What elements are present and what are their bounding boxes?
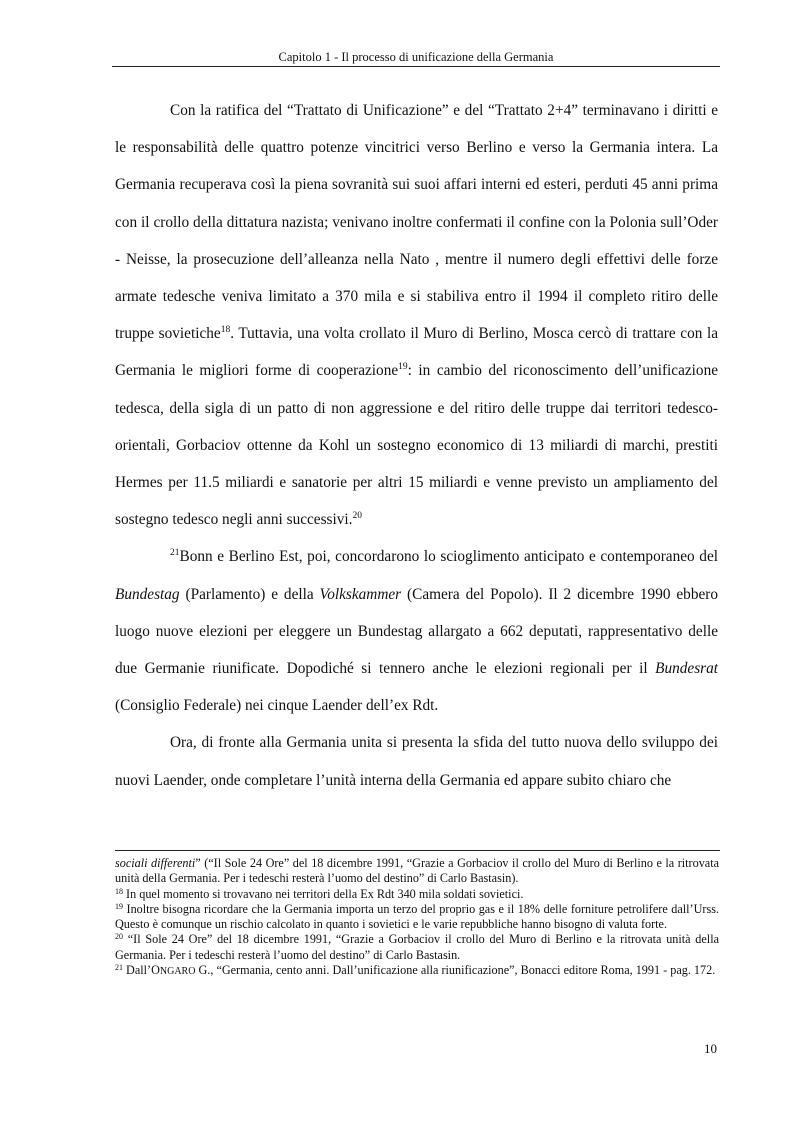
footnote-ref-21[interactable]: 21 bbox=[170, 548, 180, 559]
paragraph-2-text-b: (Parlamento) e della bbox=[179, 585, 320, 603]
footnote-18 bbox=[115, 887, 719, 902]
footnote-20-number: 20 bbox=[115, 932, 123, 942]
term-volkskammer: Volkskammer bbox=[319, 585, 402, 603]
footnote-18-text: In quel momento si trovavano nei territori della Ex Rdt 340 mila soldati sovietici. bbox=[123, 886, 524, 901]
footnote-21-text: G., “Germania, cento anni. Dall’unificazione alla riunificazione”, Bonacci editore Roma, 1991 - pag. 172. bbox=[195, 963, 716, 978]
footnote-20 bbox=[115, 932, 719, 963]
paragraph-2-text-c: (Camera del Popolo). Il 2 dicembre 1990 ebbero luogo nuove elezioni per eleggere un Bundestag allargato a 662 deputati, rappresentativo delle due Germanie riunificate. Dopodiché si tennero anche le elezioni regionali per il bbox=[115, 585, 718, 678]
term-bundesrat: Bundesrat bbox=[655, 660, 718, 678]
footnote-21-author-b: NGARO bbox=[159, 966, 196, 978]
footnote-continuation bbox=[115, 856, 719, 887]
footnote-21-author-a: Dall’O bbox=[126, 963, 160, 978]
footnote-20-text: “Il Sole 24 Ore” del 18 dicembre 1991, “Grazie a Gorbaciov il crollo del Muro di Berlino e la ritrovata unità della Germania. Per i tedeschi resterà l’uomo del destino” di Carlo Bastasin. bbox=[115, 932, 719, 962]
paragraph-1 bbox=[115, 92, 718, 538]
header-rule bbox=[112, 66, 720, 67]
running-header: Capitolo 1 - Il processo di unificazione della Germania bbox=[278, 50, 554, 64]
paragraph-1-text-c: : in cambio del riconoscimento dell’unificazione tedesca, della sigla di un patto di non aggressione e del ritiro delle truppe dai territori tedesco-orientali, Gorbaciov ottenne da Kohl un sostegno economico di 13 miliardi di marchi, prestiti Hermes per 11.5 miliardi e sanatorie per altri 15 miliardi e venne previsto un ampliamento del sostegno tedesco negli anni successivi. bbox=[115, 362, 719, 529]
footnote-continuation-italic: sociali differenti bbox=[115, 856, 196, 870]
term-bundestag: Bundestag bbox=[115, 585, 180, 603]
page-number: 10 bbox=[704, 1041, 717, 1056]
footnote-ref-19[interactable]: 19 bbox=[398, 362, 408, 373]
paragraph-1-text-a: Con la ratifica del “Trattato di Unificazione” e del “Trattato 2+4” terminavano i diritti e le responsabilità delle quattro potenze vincitrici verso Berlino e verso la Germania intera. La Germania recuperava così la piena sovranità sui suoi affari interni ed esteri, perduti 45 anni prima con il crollo della dittatura nazista; venivano inoltre confermati il confine con la Polonia sull’Oder - Neisse, la prosecuzione dell’alleanza nella Nato , mentre il numero degli effettivi delle forze armate tedesche veniva limitato a 370 mila e si stabiliva entro il 1994 il completo ritiro delle truppe sovietiche bbox=[115, 102, 718, 343]
footnote-18-number: 18 bbox=[115, 886, 123, 896]
footnote-rule bbox=[115, 850, 720, 851]
footnote-continuation-text: ” (“Il Sole 24 Ore” del 18 dicembre 1991, “Grazie a Gorbaciov il crollo del Muro di Berlino e la ritrovata unità della Germania. Per i tedeschi resterà l’uomo del destino” di Carlo Bastasin). bbox=[115, 856, 719, 886]
footnotes bbox=[115, 856, 719, 979]
footnote-19 bbox=[115, 902, 719, 933]
paragraph-3 bbox=[115, 724, 718, 798]
paragraph-1-text-b: . Tuttavia, una volta crollato il Muro di Berlino, Mosca cercò di trattare con la Germania le migliori forme di cooperazione bbox=[115, 325, 718, 380]
footnote-19-number: 19 bbox=[115, 901, 123, 911]
paragraph-2 bbox=[115, 538, 718, 724]
footnote-ref-20[interactable]: 20 bbox=[352, 511, 362, 522]
body-text bbox=[115, 92, 718, 799]
paragraph-2-text-a: Bonn e Berlino Est, poi, concordarono lo scioglimento anticipato e contemporaneo del bbox=[179, 548, 718, 566]
footnote-19-text: Inoltre bisogna ricordare che la Germania importa un terzo del proprio gas e il 18% delle forniture petrolifere dall’Urss. Questo è comunque un rischio calcolato in quanto i sovietici e le varie repubbliche hanno bisogno di valuta forte. bbox=[115, 901, 719, 932]
paragraph-2-text-d: (Consiglio Federale) nei cinque Laender dell’ex Rdt. bbox=[115, 697, 439, 715]
footnote-ref-18[interactable]: 18 bbox=[220, 325, 231, 336]
footnote-21-number: 21 bbox=[115, 963, 123, 973]
footnote-21 bbox=[115, 963, 719, 979]
paragraph-3-text: Ora, di fronte alla Germania unita si presenta la sfida del tutto nuova dello sviluppo dei nuovi Laender, onde completare l’unità interna della Germania ed appare subito chiaro che bbox=[115, 734, 718, 789]
